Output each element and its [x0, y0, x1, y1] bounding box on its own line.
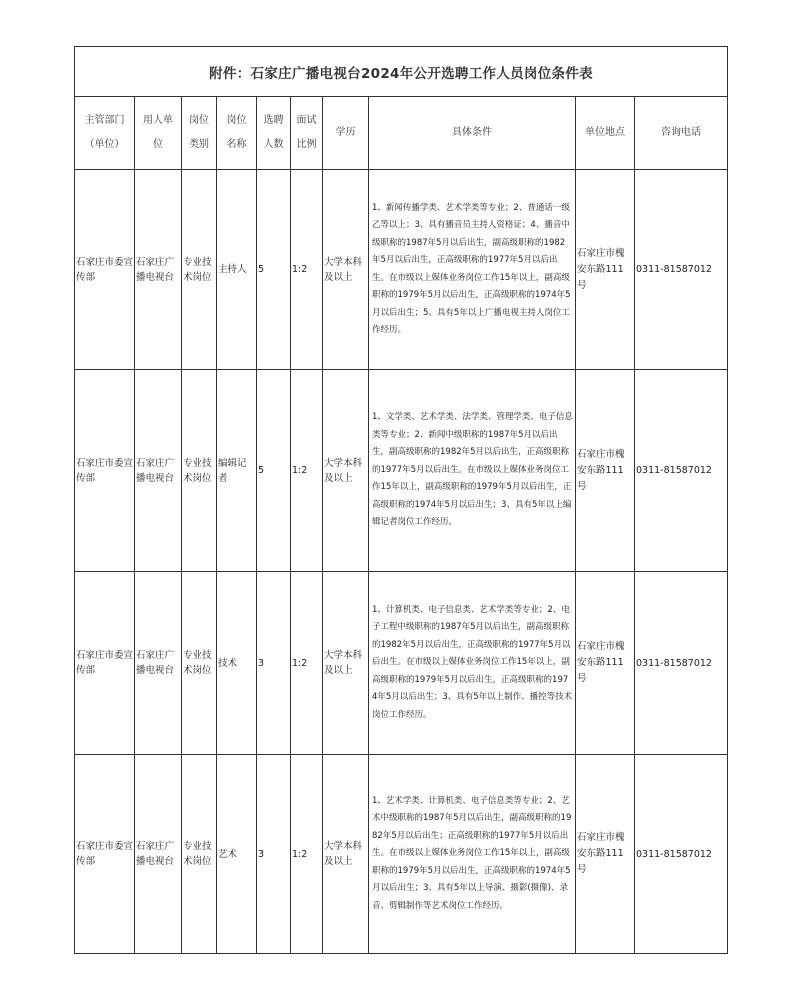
cell-post-name: 编辑记者 — [217, 370, 257, 572]
table-title: 附件：石家庄广播电视台2024年公开选聘工作人员岗位条件表 — [75, 47, 728, 97]
cell-ratio: 1:2 — [291, 572, 323, 755]
header-phone: 咨询电话 — [635, 97, 728, 170]
cell-count: 5 — [257, 370, 291, 572]
header-conditions: 具体条件 — [369, 97, 576, 170]
cell-dept: 石家庄市委宣传部 — [75, 370, 135, 572]
cell-phone: 0311-81587012 — [635, 170, 728, 370]
position-conditions-table — [74, 46, 728, 954]
table-row — [75, 370, 728, 572]
cell-conditions: 1、计算机类、电子信息类、艺术学类等专业；2、电子工程中级职称的1987年5月以后出生，副高级职称的1982年5月以后出生，正高级职称的1977年5月以后出生。在市级以上媒体业务岗位工作15年以上，副高级职称的1979年5月以后出生，正高级职称的1974年5月以后出生；3、具有5年以上制作、播控等技术岗位工作经历。 — [369, 572, 576, 755]
cell-location: 石家庄市槐安东路111号 — [576, 755, 635, 954]
cell-conditions: 1、文学类、艺术学类、法学类、管理学类、电子信息类等专业；2、新闻中级职称的1987年5月以后出生，副高级职称的1982年5月以后出生，正高级职称的1977年5月以后出生。在市级以上媒体业务岗位工作15年以上，副高级职称的1979年5月以后出生，正高级职称的1974年5月以后出生；3、具有5年以上编辑记者岗位工作经历。 — [369, 370, 576, 572]
cell-dept: 石家庄市委宣传部 — [75, 572, 135, 755]
header-row — [75, 97, 728, 170]
header-category: 岗位 类别 — [182, 97, 217, 170]
cell-dept: 石家庄市委宣传部 — [75, 755, 135, 954]
cell-conditions: 1、新闻传播学类、艺术学类等专业；2、普通话一级乙等以上；3、具有播音员主持人资格证；4、播音中级职称的1987年5月以后出生，副高级职称的1982年5月以后出生，正高级职称的1977年5月以后出生。在市级以上媒体业务岗位工作15年以上，副高级职称的1979年5月以后出生，正高级职称的1974年5月以后出生；5、具有5年以上广播电视主持人岗位工作经历。 — [369, 170, 576, 370]
cell-count: 5 — [257, 170, 291, 370]
cell-education: 大学本科及以上 — [323, 572, 369, 755]
cell-count: 3 — [257, 572, 291, 755]
cell-category: 专业技术岗位 — [182, 755, 217, 954]
table-row — [75, 170, 728, 370]
cell-category: 专业技术岗位 — [182, 572, 217, 755]
cell-post-name: 主持人 — [217, 170, 257, 370]
header-dept: 主管部门 （单位） — [75, 97, 135, 170]
cell-education: 大学本科及以上 — [323, 170, 369, 370]
cell-unit: 石家庄广播电视台 — [135, 572, 182, 755]
table-row — [75, 572, 728, 755]
cell-phone: 0311-81587012 — [635, 370, 728, 572]
header-location: 单位地点 — [576, 97, 635, 170]
cell-ratio: 1:2 — [291, 170, 323, 370]
cell-category: 专业技术岗位 — [182, 370, 217, 572]
cell-dept: 石家庄市委宣传部 — [75, 170, 135, 370]
cell-ratio: 1:2 — [291, 755, 323, 954]
cell-location: 石家庄市槐安东路111号 — [576, 370, 635, 572]
cell-unit: 石家庄广播电视台 — [135, 755, 182, 954]
cell-ratio: 1:2 — [291, 370, 323, 572]
cell-education: 大学本科及以上 — [323, 370, 369, 572]
cell-phone: 0311-81587012 — [635, 572, 728, 755]
cell-unit: 石家庄广播电视台 — [135, 170, 182, 370]
cell-count: 3 — [257, 755, 291, 954]
cell-unit: 石家庄广播电视台 — [135, 370, 182, 572]
table-row — [75, 755, 728, 954]
cell-post-name: 艺术 — [217, 755, 257, 954]
cell-location: 石家庄市槐安东路111号 — [576, 170, 635, 370]
cell-post-name: 技术 — [217, 572, 257, 755]
cell-education: 大学本科及以上 — [323, 755, 369, 954]
header-count: 选聘 人数 — [257, 97, 291, 170]
header-post-name: 岗位 名称 — [217, 97, 257, 170]
header-ratio: 面试 比例 — [291, 97, 323, 170]
cell-location: 石家庄市槐安东路111号 — [576, 572, 635, 755]
cell-category: 专业技术岗位 — [182, 170, 217, 370]
header-education: 学历 — [323, 97, 369, 170]
header-unit: 用人单 位 — [135, 97, 182, 170]
cell-phone: 0311-81587012 — [635, 755, 728, 954]
cell-conditions: 1、艺术学类、计算机类、电子信息类等专业；2、艺术中级职称的1987年5月以后出生，副高级职称的1982年5月以后出生；正高级职称的1977年5月以后出生。在市级以上媒体业务岗位工作15年以上，副高级职称的1979年5月以后出生，正高级职称的1974年5月以后出生；3、具有5年以上导演、摄影(摄像)、录音、剪辑制作等艺术岗位工作经历。 — [369, 755, 576, 954]
